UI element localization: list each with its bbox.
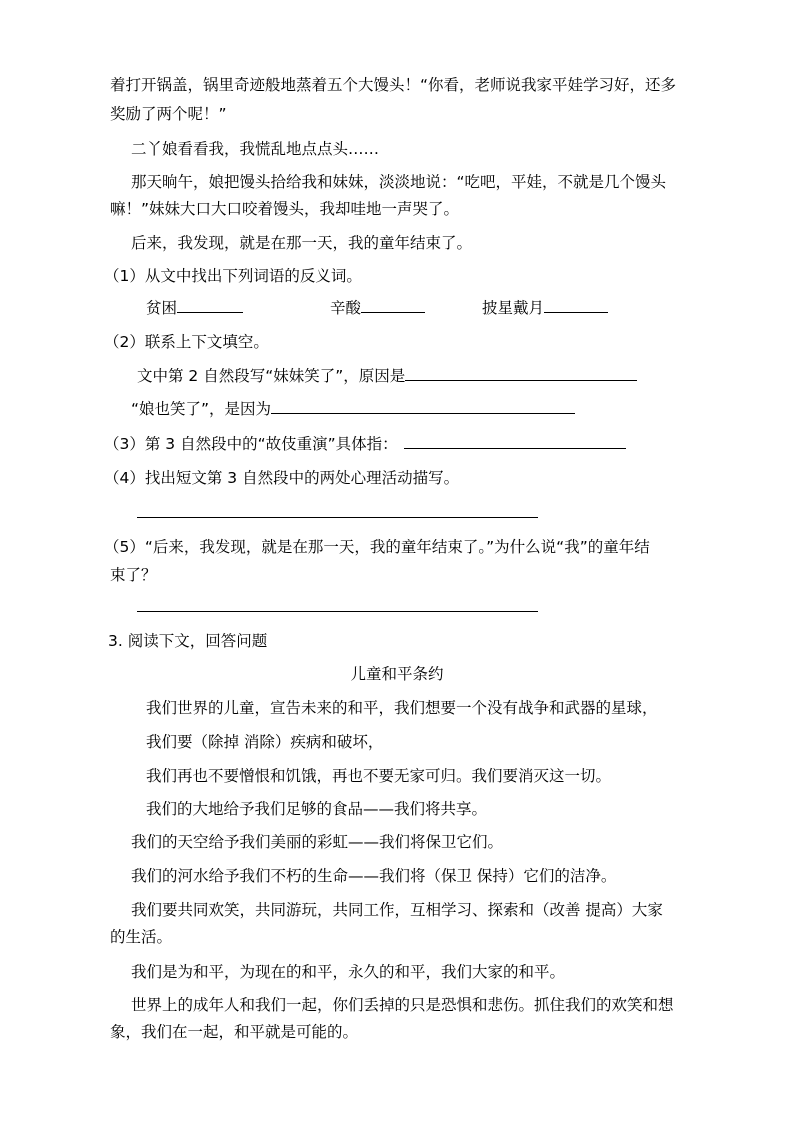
question-3-prompt: （3）第 3 自然段中的“故伎重演”具体指： [104, 435, 398, 453]
story-paragraph: 后来，我发现，就是在那一天，我的童年结束了。 [131, 234, 473, 252]
passage-line: 我们的大地给予我们足够的食品——我们将共享。 [146, 800, 488, 818]
answer-blank[interactable] [361, 298, 425, 313]
passage-line: 我们要共同欢笑，共同游玩，共同工作，互相学习、探索和（改善 提高）大家 [131, 901, 663, 919]
passage-line: 我们是为和平，为现在的和平，永久的和平，我们大家的和平。 [131, 963, 566, 981]
antonym-word: 辛酸 [330, 299, 362, 317]
antonym-word: 贫困 [146, 299, 178, 317]
question-1-prompt: （1）从文中找出下列词语的反义词。 [104, 267, 362, 285]
antonym-item [482, 298, 608, 318]
question-4-prompt: （4）找出短文第 3 自然段中的两处心理活动描写。 [104, 469, 460, 487]
question-2-prompt: （2）联系上下文填空。 [104, 333, 269, 351]
answer-line[interactable] [137, 611, 538, 612]
story-line: 着打开锅盖，锅里奇迹般地蒸着五个大馒头！“你看，老师说我家平娃学习好，还多 [110, 76, 677, 94]
passage-line: 我们要（除掉 消除）疾病和破坏， [146, 733, 384, 751]
answer-blank[interactable] [404, 434, 626, 449]
answer-blank[interactable] [177, 298, 243, 313]
passage-line: 象，我们在一起，和平就是可能的。 [110, 1023, 359, 1041]
passage-line: 我们的天空给予我们美丽的彩虹——我们将保卫它们。 [131, 833, 504, 851]
story-paragraph: 那天晌午，娘把馒头拾给我和妹妹，淡淡地说：“吃吧，平娃，不就是几个馒头 [131, 173, 667, 191]
passage-line: 我们世界的儿童，宣告未来的和平，我们想要一个没有战争和武器的星球， [146, 699, 658, 717]
passage-line: 世界上的成年人和我们一起，你们丢掉的只是恐惧和悲伤。抓住我们的欢笑和想 [131, 996, 674, 1014]
story-line: 奖励了两个呢！” [110, 105, 227, 123]
passage-line: 我们的河水给予我们不朽的生命——我们将（保卫 保持）它们的洁净。 [131, 867, 617, 885]
antonym-item [146, 298, 243, 318]
fill-line [131, 399, 575, 419]
answer-line[interactable] [137, 517, 538, 518]
story-paragraph: 二丫娘看看我，我慌乱地点点头…… [131, 140, 380, 158]
answer-blank[interactable] [544, 298, 608, 313]
question-3 [104, 434, 626, 454]
story-line: 嘛！”妹妹大口大口咬着馒头，我却哇地一声哭了。 [110, 200, 460, 218]
question-5-line: 束了？ [110, 566, 157, 584]
section-heading: 3. 阅读下文，回答问题 [108, 632, 268, 650]
fill-text: “娘也笑了”，是因为 [131, 400, 272, 418]
answer-blank[interactable] [271, 399, 575, 414]
fill-line [137, 366, 637, 386]
antonym-item [330, 298, 425, 318]
passage-title: 儿童和平条约 [350, 665, 444, 683]
answer-blank[interactable] [405, 366, 637, 381]
passage-line: 的生活。 [110, 928, 173, 946]
antonym-word: 披星戴月 [482, 299, 545, 317]
passage-line: 我们再也不要憎恨和饥饿，再也不要无家可归。我们要消灭这一切。 [146, 767, 612, 785]
fill-text: 文中第 2 自然段写“妹妹笑了”，原因是 [137, 367, 406, 385]
question-5-line: （5）“后来，我发现，就是在那一天，我的童年结束了。”为什么说“我”的童年结 [104, 538, 650, 556]
